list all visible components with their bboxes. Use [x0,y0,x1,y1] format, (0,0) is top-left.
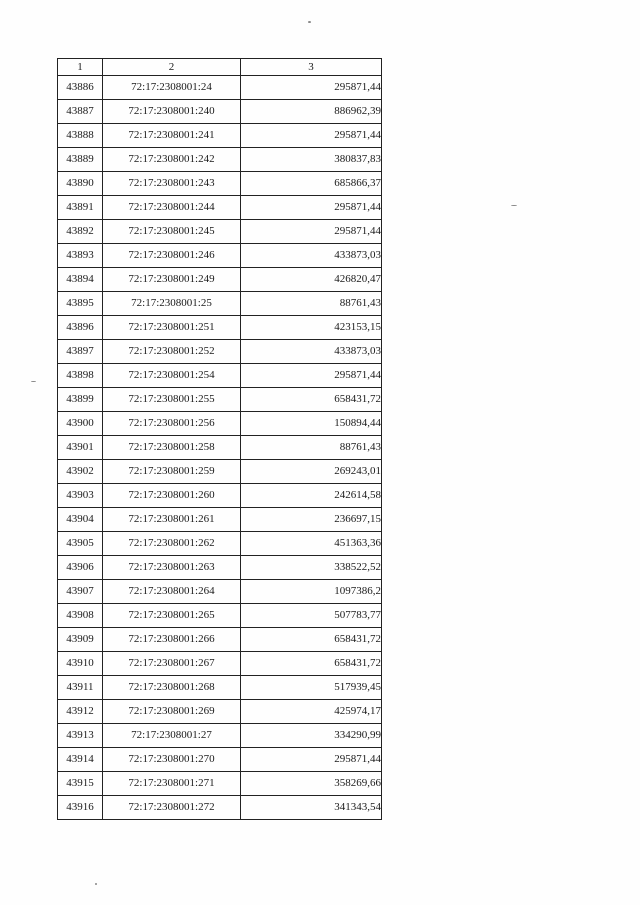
table-row [58,460,382,484]
cadastral-number-cell: 72:17:2308001:271 [103,772,241,796]
table-row [58,220,382,244]
value-cell: 358269,66 [241,772,382,796]
cadastral-number-cell: 72:17:2308001:246 [103,244,241,268]
value-cell: 295871,44 [241,196,382,220]
table-row [58,748,382,772]
row-number-cell: 43894 [58,268,103,292]
table-row [58,76,382,100]
value-cell: 150894,44 [241,412,382,436]
cadastral-number-cell: 72:17:2308001:254 [103,364,241,388]
cadastral-number-cell: 72:17:2308001:27 [103,724,241,748]
table-row [58,676,382,700]
table-row [58,316,382,340]
row-number-cell: 43913 [58,724,103,748]
row-number-cell: 43908 [58,604,103,628]
cadastral-number-cell: 72:17:2308001:256 [103,412,241,436]
table-row [58,292,382,316]
cadastral-number-cell: 72:17:2308001:242 [103,148,241,172]
value-cell: 242614,58 [241,484,382,508]
table-row [58,100,382,124]
value-cell: 338522,52 [241,556,382,580]
value-cell: 295871,44 [241,364,382,388]
scan-speck [95,883,97,885]
row-number-cell: 43915 [58,772,103,796]
table-row [58,196,382,220]
cadastral-number-cell: 72:17:2308001:251 [103,316,241,340]
cadastral-value-table [57,58,382,820]
row-number-cell: 43889 [58,148,103,172]
value-cell: 426820,47 [241,268,382,292]
value-cell: 236697,15 [241,508,382,532]
table-row [58,340,382,364]
value-cell: 685866,37 [241,172,382,196]
cadastral-number-cell: 72:17:2308001:262 [103,532,241,556]
row-number-cell: 43909 [58,628,103,652]
value-cell: 295871,44 [241,76,382,100]
cadastral-number-cell: 72:17:2308001:25 [103,292,241,316]
row-number-cell: 43897 [58,340,103,364]
cadastral-number-cell: 72:17:2308001:240 [103,100,241,124]
value-cell: 433873,03 [241,244,382,268]
table-row [58,700,382,724]
table-row [58,244,382,268]
table-row [58,532,382,556]
column-header: 2 [103,59,241,76]
cadastral-number-cell: 72:17:2308001:261 [103,508,241,532]
row-number-cell: 43887 [58,100,103,124]
row-number-cell: 43907 [58,580,103,604]
table-row [58,124,382,148]
table-row [58,772,382,796]
cadastral-number-cell: 72:17:2308001:255 [103,388,241,412]
table-row [58,556,382,580]
value-cell: 334290,99 [241,724,382,748]
row-number-cell: 43901 [58,436,103,460]
value-cell: 658431,72 [241,652,382,676]
table-row [58,412,382,436]
value-cell: 658431,72 [241,628,382,652]
row-number-cell: 43891 [58,196,103,220]
table-row [58,508,382,532]
scan-speck [31,381,36,382]
table-row [58,628,382,652]
row-number-cell: 43893 [58,244,103,268]
value-cell: 295871,44 [241,124,382,148]
scan-speck [308,21,311,23]
value-cell: 517939,45 [241,676,382,700]
cadastral-number-cell: 72:17:2308001:263 [103,556,241,580]
value-cell: 88761,43 [241,436,382,460]
scan-speck [511,205,517,206]
cadastral-number-cell: 72:17:2308001:244 [103,196,241,220]
table-row [58,268,382,292]
cadastral-number-cell: 72:17:2308001:268 [103,676,241,700]
cadastral-number-cell: 72:17:2308001:24 [103,76,241,100]
table-header-row [58,59,382,76]
value-cell: 507783,77 [241,604,382,628]
table-row [58,604,382,628]
value-cell: 88761,43 [241,292,382,316]
value-cell: 451363,36 [241,532,382,556]
value-cell: 295871,44 [241,220,382,244]
cadastral-number-cell: 72:17:2308001:269 [103,700,241,724]
value-cell: 341343,54 [241,796,382,820]
cadastral-number-cell: 72:17:2308001:258 [103,436,241,460]
row-number-cell: 43903 [58,484,103,508]
row-number-cell: 43904 [58,508,103,532]
row-number-cell: 43886 [58,76,103,100]
cadastral-number-cell: 72:17:2308001:241 [103,124,241,148]
value-cell: 380837,83 [241,148,382,172]
row-number-cell: 43900 [58,412,103,436]
table-row [58,436,382,460]
cadastral-number-cell: 72:17:2308001:245 [103,220,241,244]
value-cell: 423153,15 [241,316,382,340]
table-row [58,484,382,508]
row-number-cell: 43896 [58,316,103,340]
table-row [58,796,382,820]
row-number-cell: 43892 [58,220,103,244]
cadastral-number-cell: 72:17:2308001:267 [103,652,241,676]
row-number-cell: 43902 [58,460,103,484]
value-cell: 269243,01 [241,460,382,484]
row-number-cell: 43898 [58,364,103,388]
row-number-cell: 43906 [58,556,103,580]
row-number-cell: 43890 [58,172,103,196]
cadastral-number-cell: 72:17:2308001:260 [103,484,241,508]
table-row [58,580,382,604]
cadastral-number-cell: 72:17:2308001:243 [103,172,241,196]
row-number-cell: 43910 [58,652,103,676]
value-cell: 658431,72 [241,388,382,412]
table-row [58,148,382,172]
cadastral-number-cell: 72:17:2308001:249 [103,268,241,292]
row-number-cell: 43916 [58,796,103,820]
row-number-cell: 43905 [58,532,103,556]
row-number-cell: 43899 [58,388,103,412]
cadastral-number-cell: 72:17:2308001:270 [103,748,241,772]
row-number-cell: 43914 [58,748,103,772]
table-row [58,724,382,748]
table-row [58,172,382,196]
cadastral-number-cell: 72:17:2308001:265 [103,604,241,628]
row-number-cell: 43895 [58,292,103,316]
row-number-cell: 43912 [58,700,103,724]
cadastral-number-cell: 72:17:2308001:264 [103,580,241,604]
value-cell: 425974,17 [241,700,382,724]
table-body [58,76,382,820]
value-cell: 1097386,2 [241,580,382,604]
table-row [58,388,382,412]
cadastral-number-cell: 72:17:2308001:259 [103,460,241,484]
cadastral-number-cell: 72:17:2308001:266 [103,628,241,652]
value-cell: 295871,44 [241,748,382,772]
row-number-cell: 43888 [58,124,103,148]
value-cell: 433873,03 [241,340,382,364]
column-header: 1 [58,59,103,76]
table-row [58,364,382,388]
cadastral-number-cell: 72:17:2308001:272 [103,796,241,820]
value-cell: 886962,39 [241,100,382,124]
cadastral-number-cell: 72:17:2308001:252 [103,340,241,364]
table-row [58,652,382,676]
row-number-cell: 43911 [58,676,103,700]
column-header: 3 [241,59,382,76]
